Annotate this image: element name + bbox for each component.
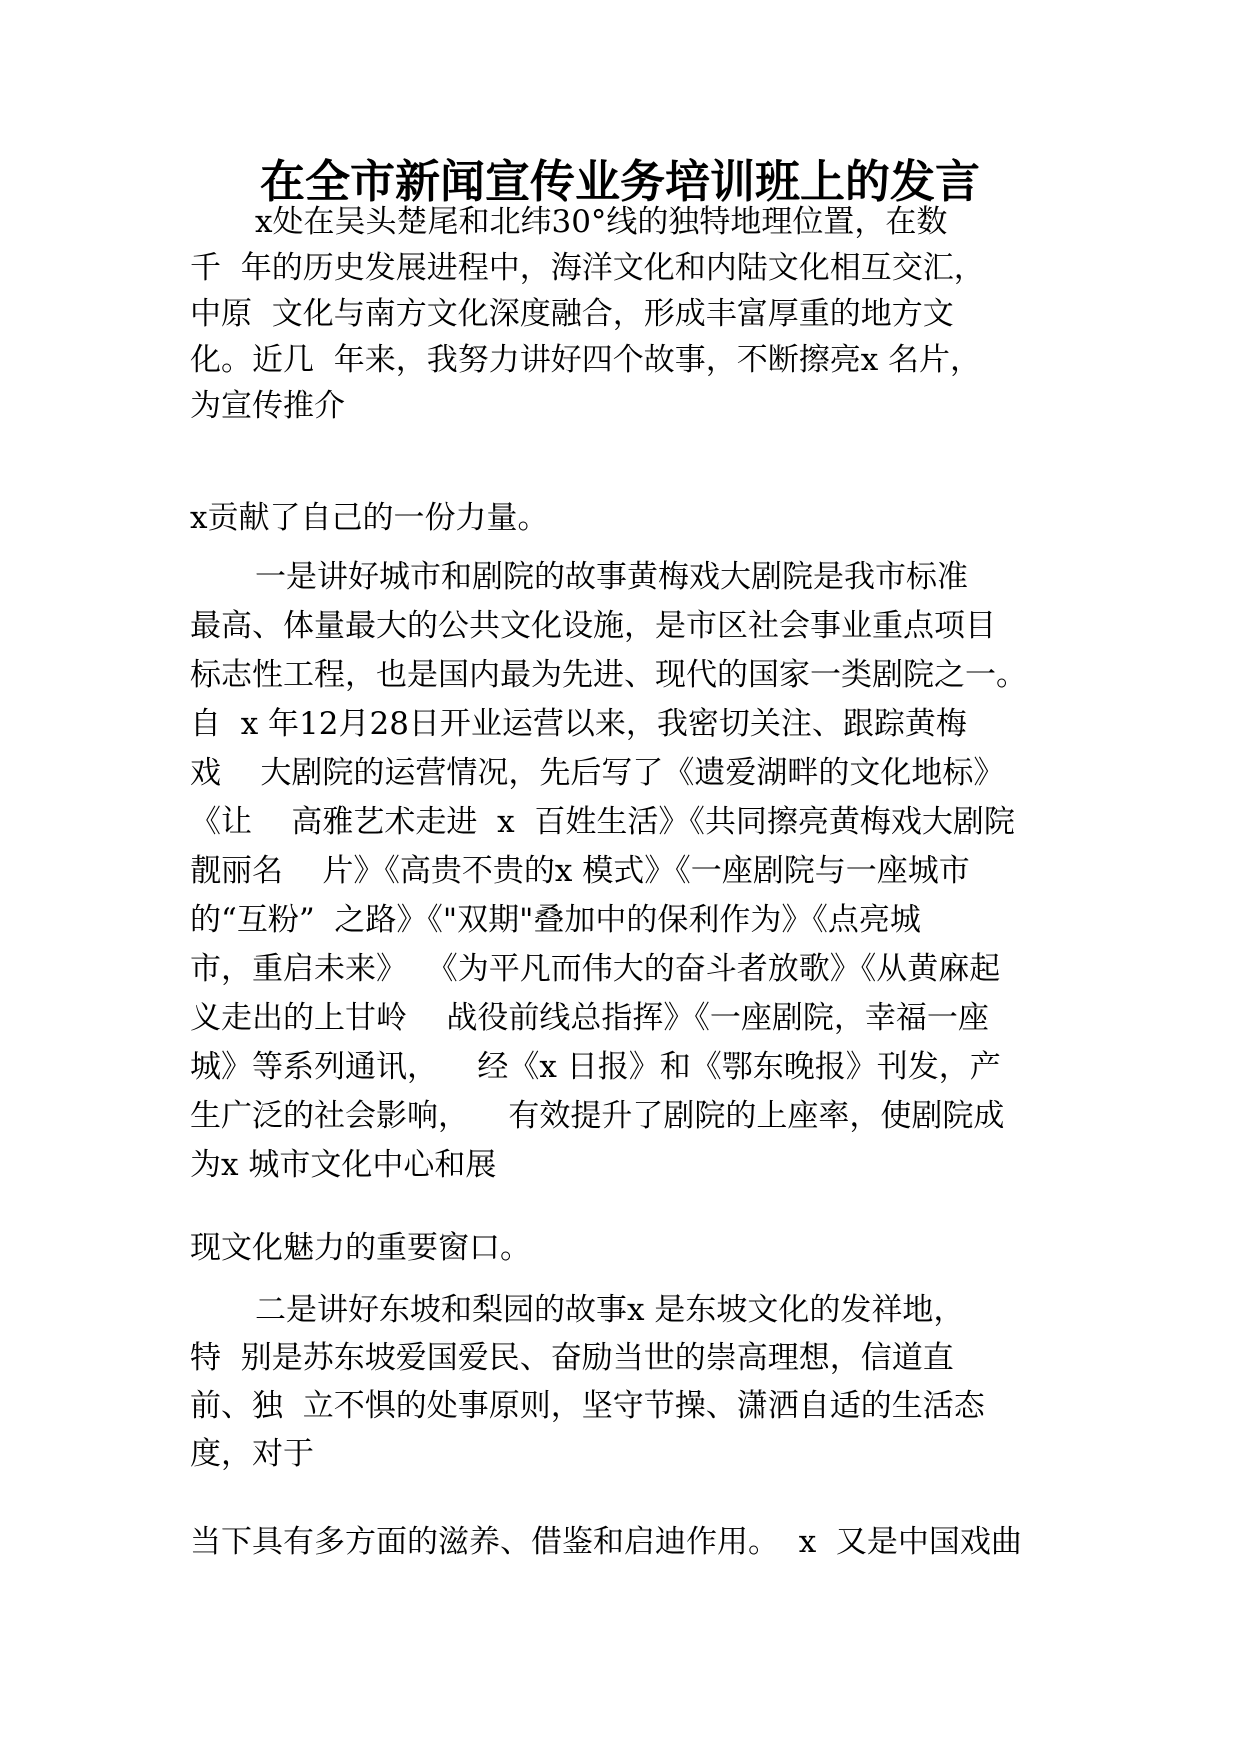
text-line: 一是讲好城市和剧院的故事黄梅戏大剧院是我市标准 bbox=[255, 559, 968, 595]
text-line: 戏 大剧院的运营情况，先后写了《遗爱湖畔的文化地标》 bbox=[190, 755, 1005, 791]
text-line: 前、独 立不惧的处事原则，坚守节操、潇洒自适的生活态 bbox=[190, 1388, 985, 1424]
text-line: 二是讲好东坡和梨园的故事x 是东坡文化的发祥地， bbox=[255, 1292, 965, 1328]
text-line: 自 x 年12月28日开业运营以来，我密切关注、跟踪黄梅 bbox=[190, 706, 967, 742]
text-line: x贡献了自己的一份力量。 bbox=[190, 500, 549, 536]
text-line: 现文化魅力的重要窗口。 bbox=[190, 1230, 531, 1266]
text-line: 义走出的上甘岭 战役前线总指挥》《一座剧院，幸福一座 bbox=[190, 1000, 989, 1036]
text-line: 标志性工程，也是国内最为先进、现代的国家一类剧院之一。 bbox=[190, 657, 1027, 693]
text-line: 《让 高雅艺术走进 x 百姓生活》《共同擦亮黄梅戏大剧院 bbox=[190, 804, 1015, 840]
text-line: x处在吴头楚尾和北纬30°线的独特地理位置，在数 bbox=[255, 204, 948, 240]
text-line: 生广泛的社会影响， 有效提升了剧院的上座率，使剧院成 bbox=[190, 1098, 1005, 1134]
text-line: 化。近几 年来，我努力讲好四个故事，不断擦亮x 名片， bbox=[190, 342, 982, 378]
text-line: 的“互粉” 之路》《"双期"叠加中的保利作为》《点亮城 bbox=[190, 902, 921, 938]
text-line: 度，对于 bbox=[190, 1436, 314, 1472]
text-line: 千 年的历史发展进程中，海洋文化和内陆文化相互交汇， bbox=[190, 250, 985, 286]
text-line: 城》等系列通讯， 经《x 日报》和《鄂东晚报》刊发，产 bbox=[190, 1049, 1001, 1085]
text-line: 中原 文化与南方文化深度融合，形成丰富厚重的地方文 bbox=[190, 296, 954, 332]
text-line: 靓丽名 片》《高贵不贵的x 模式》《一座剧院与一座城市 bbox=[190, 853, 970, 889]
text-line: 当下具有多方面的滋养、借鉴和启迪作用。 x 又是中国戏曲 bbox=[190, 1524, 1022, 1560]
document-title: 在全市新闻宣传业务培训班上的发言 bbox=[259, 155, 980, 208]
text-line: 为x 城市文化中心和展 bbox=[190, 1147, 497, 1183]
text-line: 特 别是苏东坡爱国爱民、奋励当世的崇高理想，信道直 bbox=[190, 1340, 954, 1376]
text-line: 最高、体量最大的公共文化设施，是市区社会事业重点项目 bbox=[190, 608, 996, 644]
text-line: 为宣传推介 bbox=[190, 388, 345, 424]
text-line: 市，重启未来》 《为平凡而伟大的奋斗者放歌》《从黄麻起 bbox=[190, 951, 1001, 987]
